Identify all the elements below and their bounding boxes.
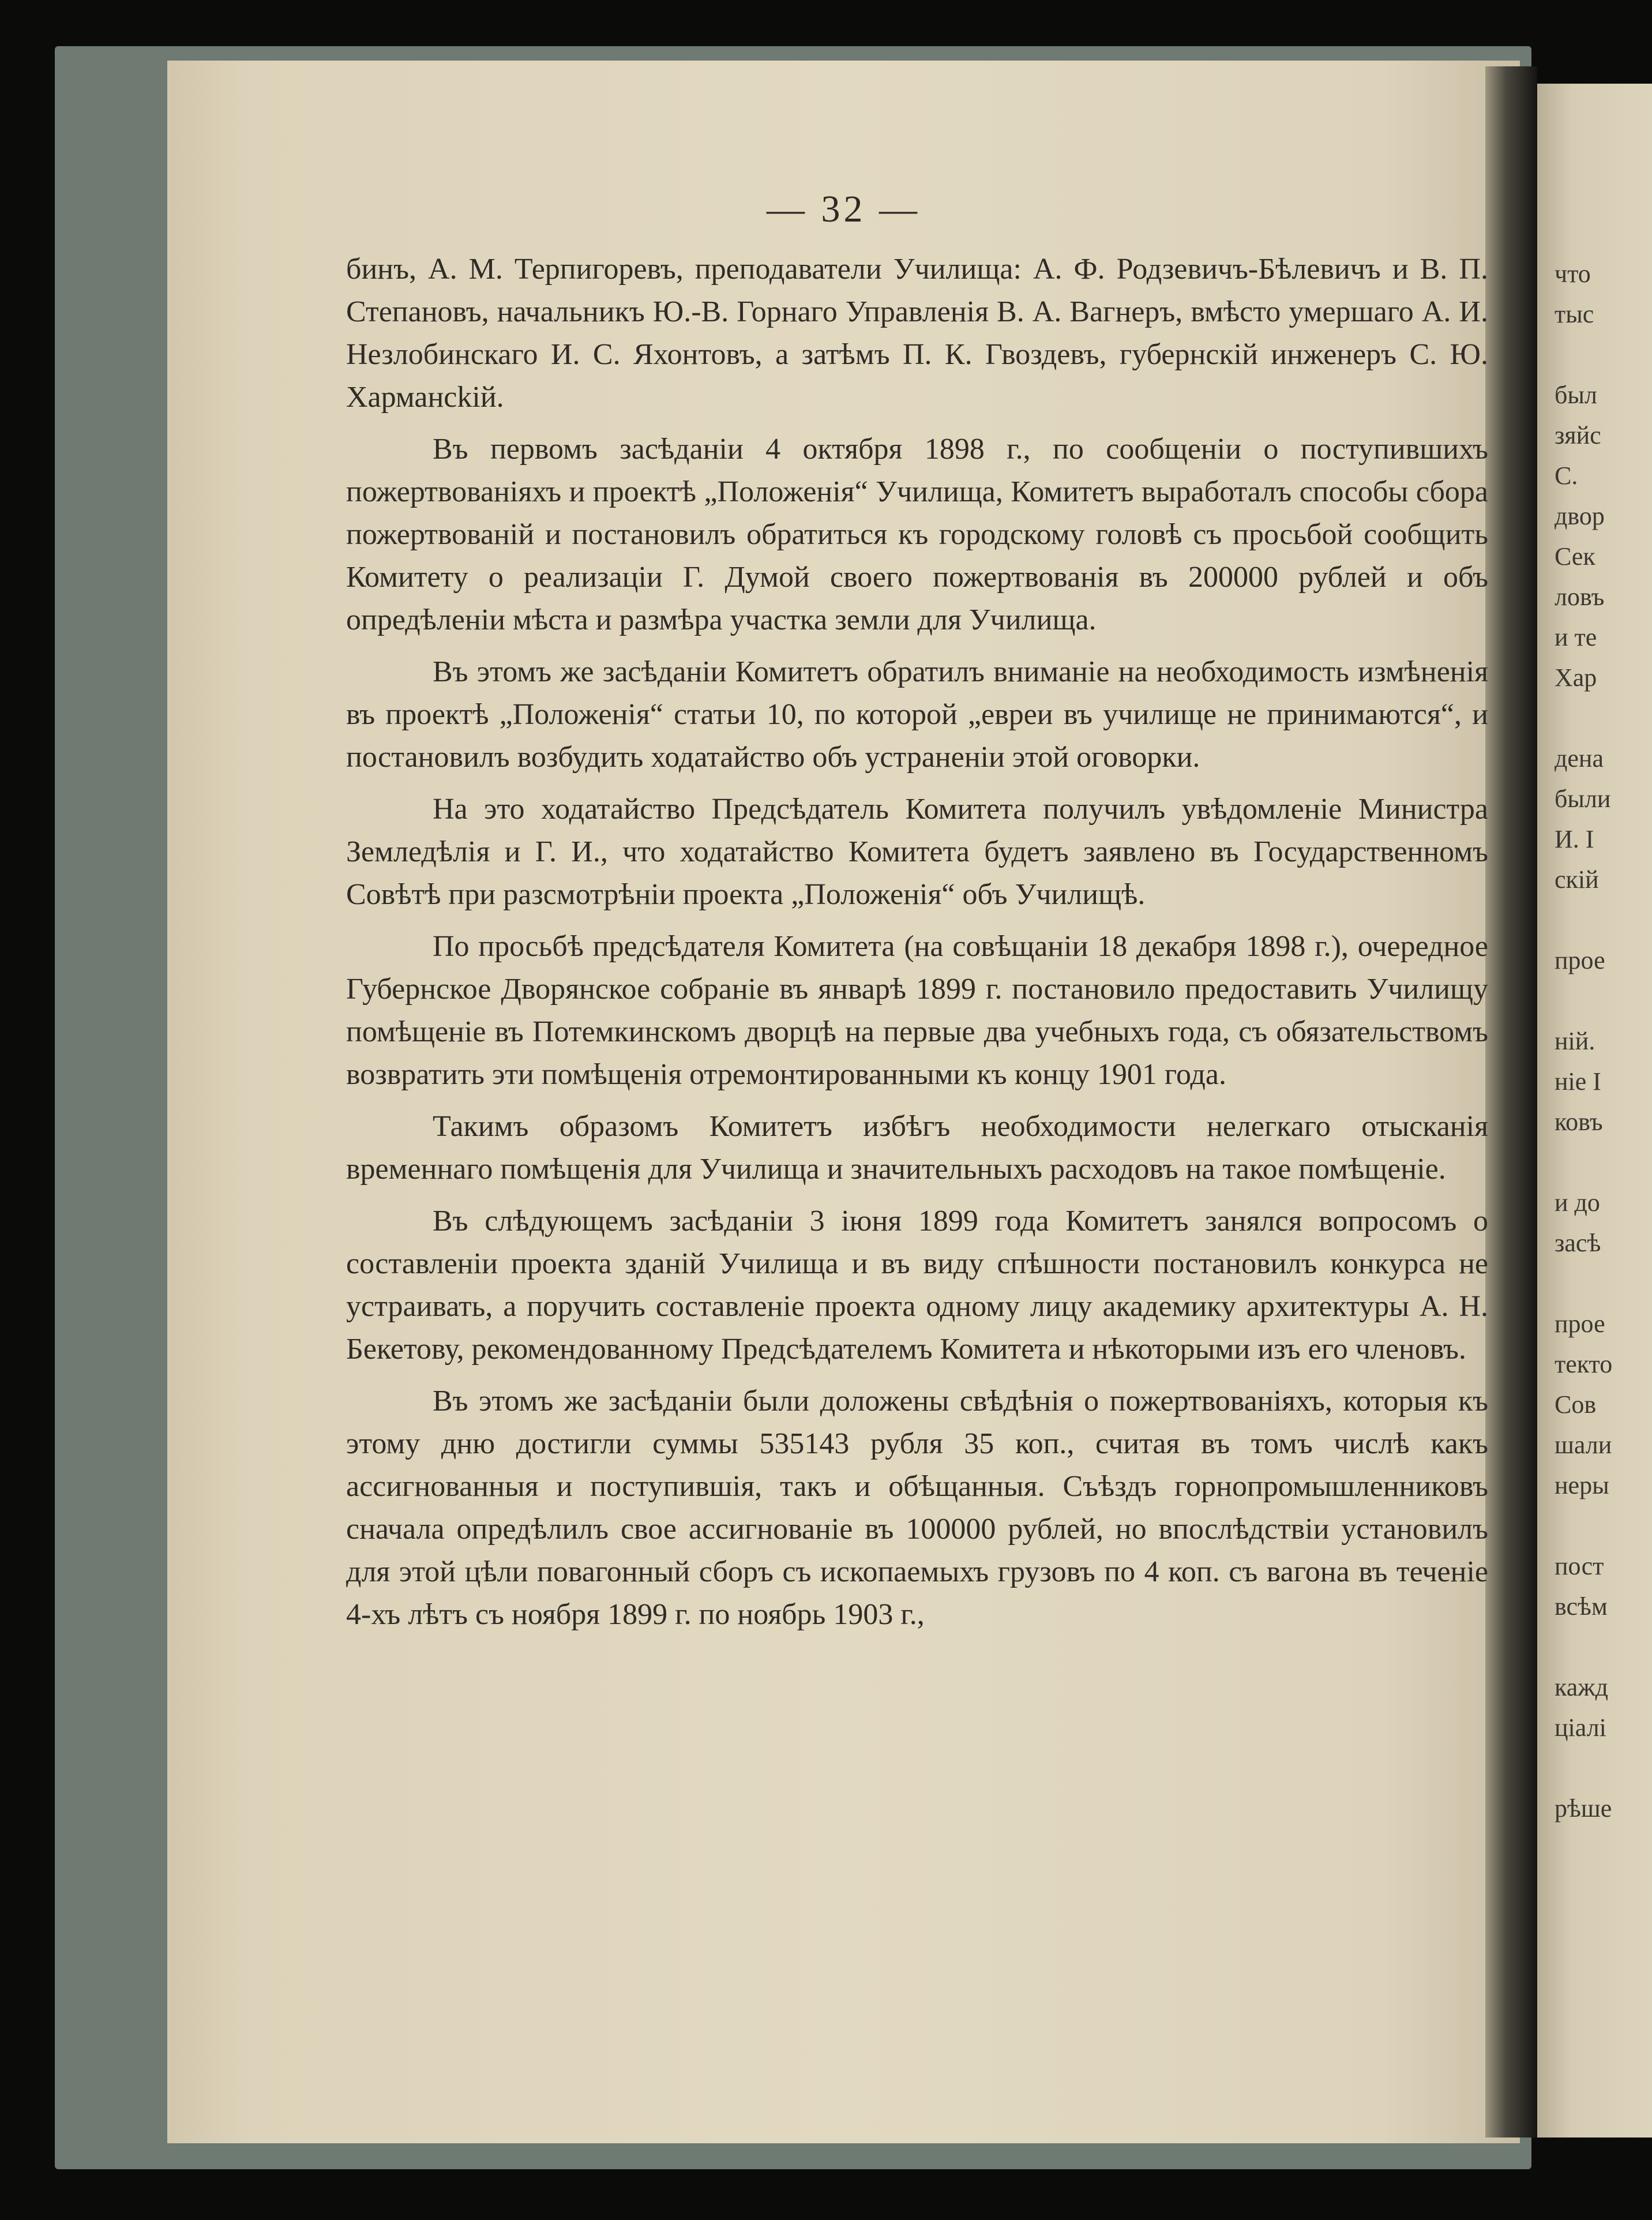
next-page-fragment (1555, 1263, 1612, 1304)
paragraph-5: По просьбѣ предсѣдателя Комитета (на совѣщаніи 18 декабря 1898 г.), очередное Губернское Дворянское собраніе въ январѣ 1899 г. постановило предоставить Училищу помѣщеніе въ Потемкинскомъ дворцѣ на первые два учебныхъ года, съ обязательствомъ возвратить эти помѣщенія отремонтированными къ концу 1901 года. (346, 930, 1488, 1091)
next-page-fragment: и до (1555, 1188, 1600, 1217)
next-page-fragment: С. (1555, 462, 1578, 490)
next-page-fragment: прое (1555, 946, 1605, 974)
next-page-fragment: рѣше (1555, 1794, 1612, 1822)
next-page-fragment: и те (1555, 623, 1597, 651)
next-page-fragment: ніе І (1555, 1067, 1601, 1096)
next-page-fragment: текто (1555, 1350, 1613, 1378)
next-page-fragment: всѣм (1555, 1592, 1608, 1621)
next-page-fragment: что (1555, 260, 1591, 288)
next-page-fragment: ній. (1555, 1027, 1595, 1055)
next-page-fragment: Сов (1555, 1390, 1597, 1419)
next-page-fragment: шали (1555, 1431, 1612, 1459)
next-page-fragment: скій (1555, 865, 1599, 894)
next-page-fragment: ковъ (1555, 1108, 1603, 1136)
paragraph-3: Въ этомъ же засѣданіи Комитетъ обратилъ вниманіе на необходимость измѣненія въ проектѣ „Положенія“ статьи 10, по которой „евреи въ училище не принимаются“, и постановилъ возбудить ходатайство объ устраненіи этой оговорки. (346, 655, 1488, 774)
next-page-fragment (1555, 981, 1612, 1021)
next-page-fragment: зяйс (1555, 421, 1601, 449)
next-page-fragment: двор (1555, 502, 1605, 530)
next-page-fragment: прое (1555, 1310, 1605, 1338)
next-page-fragment: неры (1555, 1471, 1609, 1499)
paragraph-8: Въ этомъ же засѣданіи были доложены свѣдѣнія о пожертвованіяхъ, которыя къ этому дню достигли суммы 535143 рубля 35 коп., считая въ томъ числѣ какъ ассигнованныя и поступившія, такъ и обѣщанныя. Съѣздъ горнопромышленниковъ сначала опредѣлилъ свое ассигнованіе въ 100000 рублей, но впослѣдствіи установилъ для этой цѣли повагонный сборъ съ ископаемыхъ грузовъ по 4 коп. съ вагона въ теченіе 4-хъ лѣтъ съ ноября 1899 г. по ноябрь 1903 г., (346, 1385, 1488, 1631)
next-page-fragment (1555, 1506, 1612, 1546)
next-page-fragment: И. І (1555, 825, 1594, 853)
page-gutter (1485, 66, 1537, 2138)
paragraph-7: Въ слѣдующемъ засѣданіи 3 іюня 1899 года Комитетъ занялся вопросомъ о составленіи проекта зданій Училища и въ виду спѣшности постановилъ конкурса не устраивать, а поручить составленіе проекта одному лицу академику архитектуры А. Н. Бекетову, рекомендованному Предсѣдателемъ Комитета и нѣкоторыми изъ его членовъ. (346, 1205, 1488, 1366)
next-page-fragment: тыс (1555, 300, 1594, 328)
next-page-fragment: ціалі (1555, 1713, 1606, 1742)
next-page-fragment (1555, 1142, 1612, 1183)
next-page-fragment: Хар (1555, 663, 1597, 692)
next-page-fragment: кажд (1555, 1673, 1609, 1701)
next-page-fragment (1555, 1627, 1612, 1667)
next-page-fragments (1555, 254, 1612, 1829)
next-page-fragment: Сек (1555, 542, 1595, 571)
next-page-fragment (1555, 698, 1612, 738)
paragraph-2: Въ первомъ засѣданіи 4 октября 1898 г., по сообщеніи о поступившихъ пожертвованіяхъ и проектѣ „Положенія“ Училища, Комитетъ выработалъ способы сбора пожертвованій и постановилъ обратиться къ городскому головѣ съ просьбой сообщить Комитету о реализаціи Г. Думой своего пожертвованія въ 200000 рублей и объ опредѣленіи мѣста и размѣра участка земли для Училища. (346, 433, 1488, 636)
next-page-fragment (1555, 1748, 1612, 1788)
next-page-fragment: был (1555, 381, 1597, 409)
page-number: — 32 — (767, 188, 921, 230)
next-page-fragment: засѣ (1555, 1229, 1601, 1257)
next-page-fragment (1555, 335, 1612, 375)
next-page (1537, 84, 1652, 2138)
body-text (346, 248, 1488, 1645)
next-page-fragment: пост (1555, 1552, 1604, 1580)
paragraph-4: На это ходатайство Предсѣдатель Комитета получилъ увѣдомленіе Министра Земледѣлія и Г. И., что ходатайство Комитета будетъ заявлено въ Государственномъ Совѣтѣ при разсмотрѣніи проекта „Положенія“ объ Училищѣ. (346, 793, 1488, 911)
next-page-fragment (1555, 900, 1612, 940)
next-page-fragment: ловъ (1555, 583, 1605, 611)
paragraph-1: бинъ, А. М. Терпигоревъ, преподаватели Училища: А. Ф. Родзевичъ-Бѣлевичъ и В. П. Степановъ, начальникъ Ю.-В. Горнаго Управленія В. А. Вагнеръ, вмѣсто умершаго А. И. Незлобинскаго И. С. Яхонтовъ, а затѣмъ П. К. Гвоздевъ, губернскій инженеръ С. Ю. Хармансkій. (346, 253, 1488, 414)
next-page-fragment: дена (1555, 744, 1604, 772)
next-page-fragment: были (1555, 785, 1611, 813)
paragraph-6: Такимъ образомъ Комитетъ избѣгъ необходимости нелегкаго отысканія временнаго помѣщенія для Училища и значительныхъ расходовъ на такое помѣщеніе. (346, 1110, 1488, 1186)
